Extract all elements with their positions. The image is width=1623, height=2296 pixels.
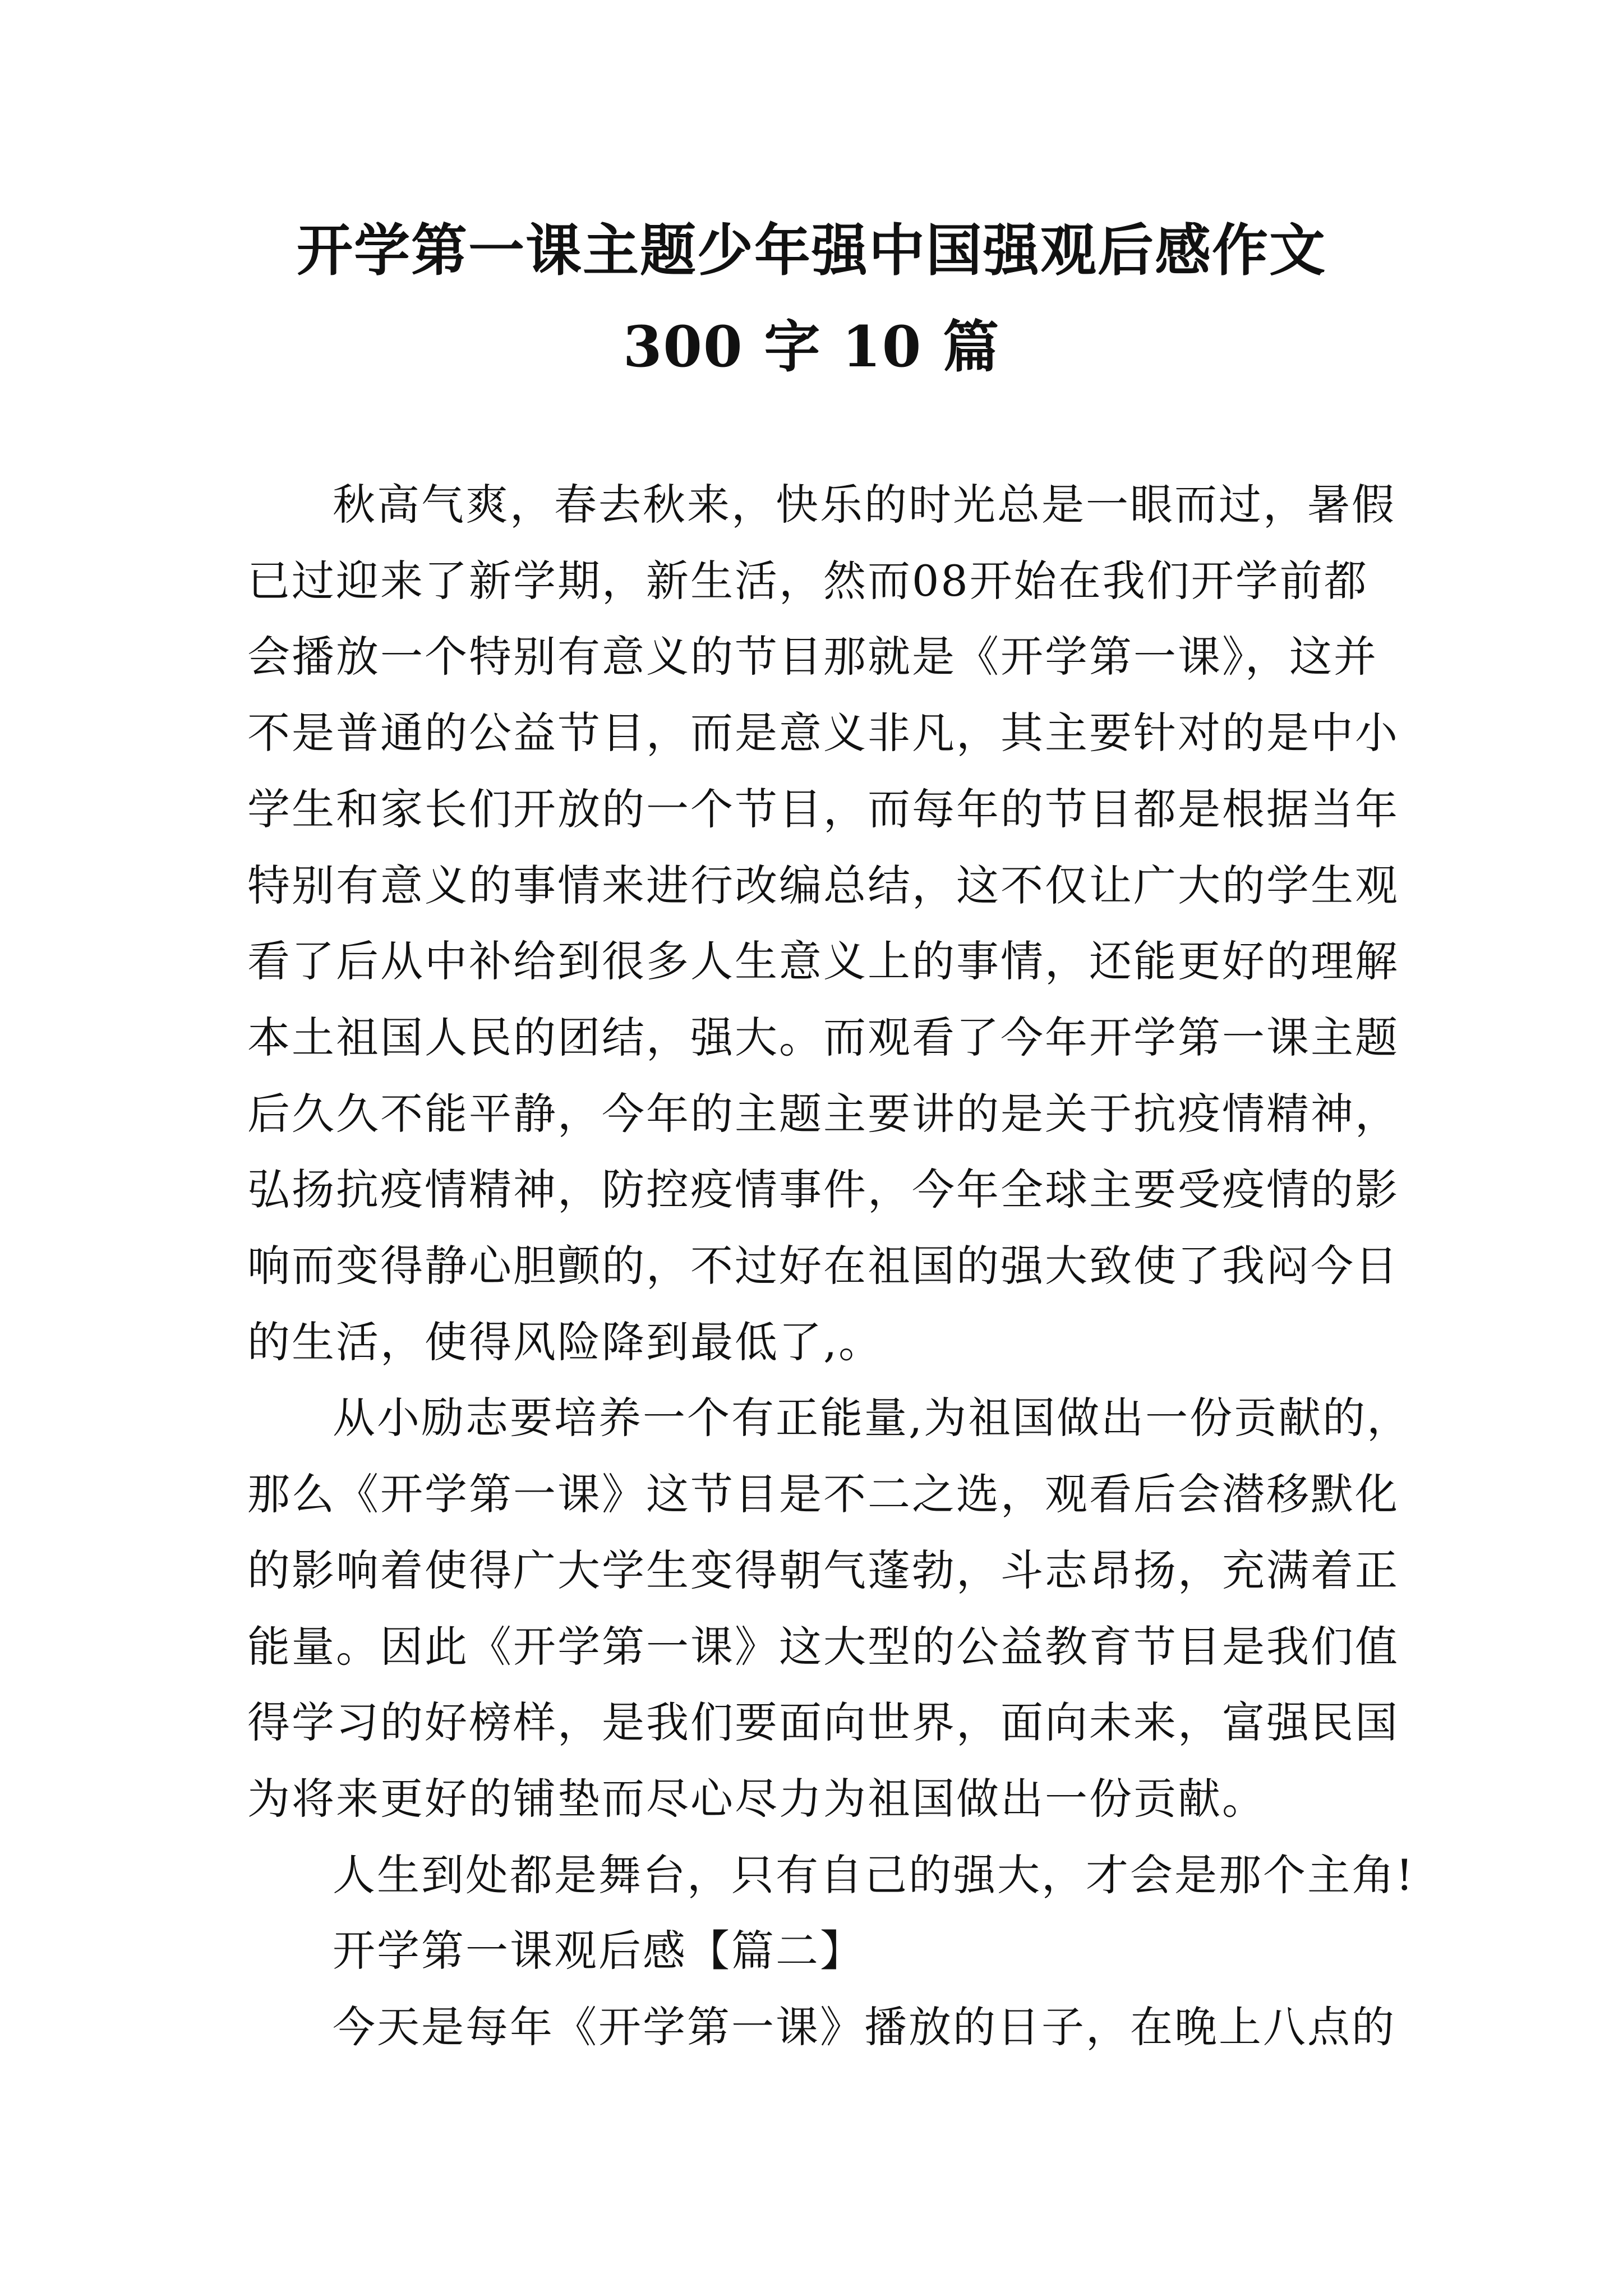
paragraph-3	[247, 1837, 1415, 1913]
text-line: 后久久不能平静，今年的主题主要讲的是关于抗疫情精神，	[247, 1088, 1399, 1139]
title-line-2: 300 字 10 篇	[623, 314, 1000, 380]
text-line: 已过迎来了新学期，新生活，然而08开始在我们开学前都	[247, 555, 1368, 606]
text-line: 本土祖国人民的团结，强大。而观看了今年开学第一课主题	[247, 1012, 1399, 1062]
text-line: 为将来更好的铺垫而尽心尽力为祖国做出一份贡献。	[247, 1773, 1266, 1824]
paragraph-1	[247, 467, 1399, 1380]
section-heading	[247, 1913, 1380, 1989]
text-line: 会播放一个特别有意义的节目那就是《开学第一课》，这并	[247, 632, 1378, 682]
text-line: 学生和家长们开放的一个节目，而每年的节目都是根据当年	[247, 784, 1399, 834]
text-line: 从小励志要培养一个有正能量,为祖国做出一份贡献的，	[333, 1393, 1412, 1443]
title-line-1: 开学第一课主题少年强中国强观后感作文	[297, 217, 1326, 283]
text-line: 特别有意义的事情来进行改编总结，这不仅让广大的学生观	[247, 860, 1399, 910]
paragraph-4	[247, 1989, 1396, 2065]
document-title	[168, 202, 1455, 395]
document-body	[247, 467, 1415, 2065]
text-line: 那么《开学第一课》这节目是不二之选，观看后会潜移默化	[247, 1469, 1399, 1520]
text-line: 响而变得静心胆颤的，不过好在祖国的强大致使了我闷今日	[247, 1241, 1399, 1291]
text-line: 开学第一课观后感【篇二】	[333, 1926, 864, 1976]
text-line: 不是普通的公益节目，而是意义非凡，其主要针对的是中小	[247, 708, 1399, 758]
text-line: 能量。因此《开学第一课》这大型的公益教育节目是我们值	[247, 1621, 1399, 1672]
text-line: 得学习的好榜样，是我们要面向世界，面向未来，富强民国	[247, 1697, 1399, 1748]
text-line: 秋高气爽，春去秋来，快乐的时光总是一眼而过，暑假	[333, 480, 1396, 530]
text-line: 的影响着使得广大学生变得朝气蓬勃，斗志昂扬，充满着正	[247, 1545, 1399, 1595]
text-line: 弘扬抗疫情精神，防控疫情事件，今年全球主要受疫情的影	[247, 1165, 1399, 1215]
text-line: 看了后从中补给到很多人生意义上的事情，还能更好的理解	[247, 936, 1399, 987]
text-line: 人生到处都是舞台，只有自己的强大，才会是那个主角!	[333, 1849, 1415, 1900]
text-line: 的生活，使得风险降到最低了,。	[247, 1317, 883, 1367]
text-line: 今天是每年《开学第一课》播放的日子，在晚上八点的	[333, 2002, 1396, 2053]
paragraph-2	[247, 1380, 1412, 1837]
